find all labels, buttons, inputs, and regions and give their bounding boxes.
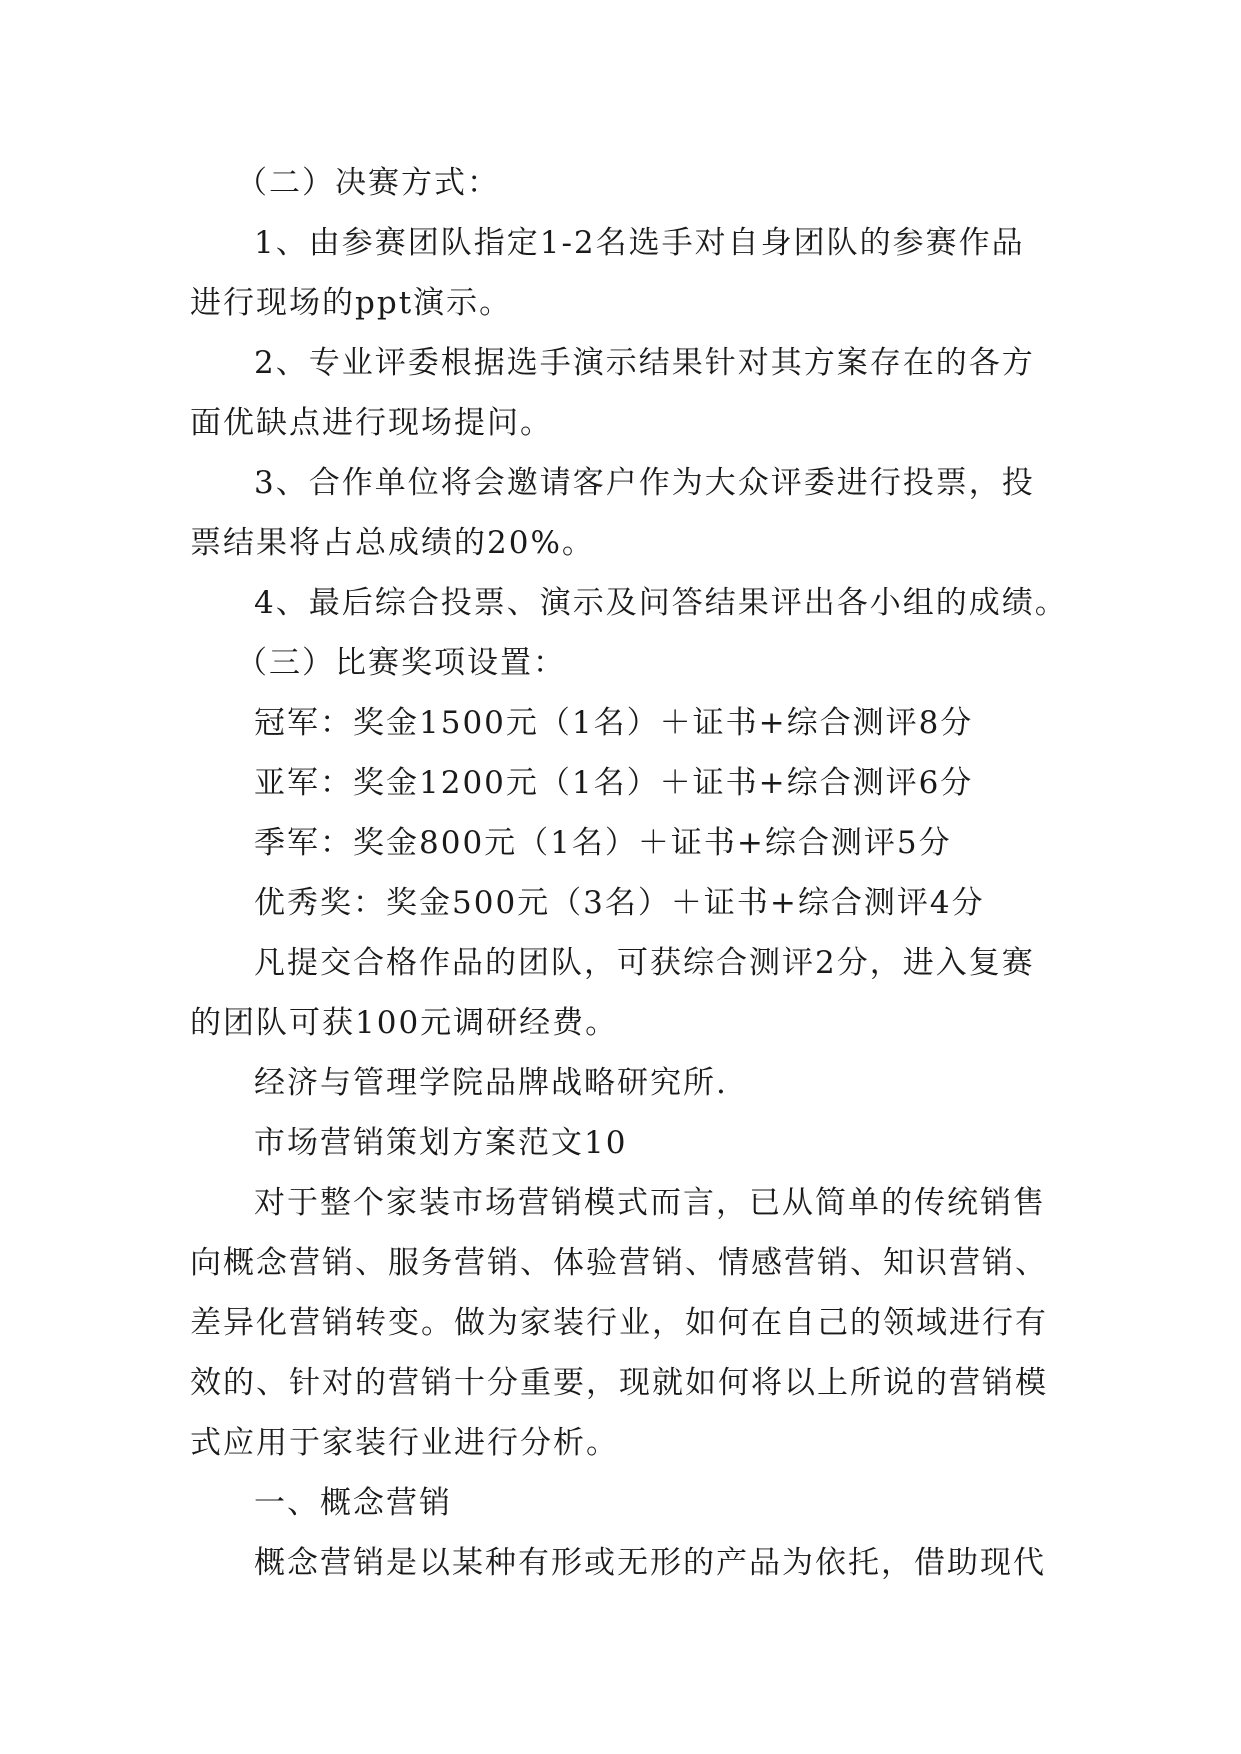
article-title: 市场营销策划方案范文10 <box>254 1125 628 1161</box>
award-line-third-place: 季军：奖金800元（1名）＋证书+综合测评5分 <box>254 825 952 861</box>
paragraph-line: 进行现场的ppt演示。 <box>190 285 513 321</box>
paragraph-line: 面优缺点进行现场提问。 <box>190 405 553 441</box>
paragraph-line: 向概念营销、服务营销、体验营销、情感营销、知识营销、 <box>190 1245 1048 1281</box>
award-line-excellence: 优秀奖：奖金500元（3名）＋证书+综合测评4分 <box>254 885 985 921</box>
organizer-line: 经济与管理学院品牌战略研究所. <box>254 1065 728 1101</box>
paragraph-line: 的团队可获100元调研经费。 <box>190 1005 619 1041</box>
paragraph-line: 票结果将占总成绩的20%。 <box>190 525 595 561</box>
paragraph-line: 效的、针对的营销十分重要，现就如何将以上所说的营销模 <box>190 1365 1048 1401</box>
paragraph-line: 4、最后综合投票、演示及问答结果评出各小组的成绩。 <box>254 585 1068 621</box>
paragraph-line: 差异化营销转变。做为家装行业，如何在自己的领域进行有 <box>190 1305 1048 1341</box>
award-line-champion: 冠军：奖金1500元（1名）＋证书+综合测评8分 <box>254 705 974 741</box>
paragraph-line: 1、由参赛团队指定1-2名选手对自身团队的参赛作品 <box>254 225 1025 261</box>
paragraph-line: 对于整个家装市场营销模式而言，已从简单的传统销售 <box>254 1185 1046 1221</box>
section-heading-concept-marketing: 一、概念营销 <box>254 1485 452 1521</box>
award-line-runner-up: 亚军：奖金1200元（1名）＋证书+综合测评6分 <box>254 765 974 801</box>
paragraph-line: 2、专业评委根据选手演示结果针对其方案存在的各方 <box>254 345 1035 381</box>
section-heading-final-format: （二）决赛方式： <box>236 165 500 201</box>
paragraph-line: 凡提交合格作品的团队，可获综合测评2分，进入复赛 <box>254 945 1035 981</box>
document-body <box>190 160 1068 1600</box>
paragraph-line: 概念营销是以某种有形或无形的产品为依托，借助现代 <box>254 1545 1046 1581</box>
paragraph-line: 3、合作单位将会邀请客户作为大众评委进行投票，投 <box>254 465 1035 501</box>
paragraph-line: 式应用于家装行业进行分析。 <box>190 1425 619 1461</box>
section-heading-awards: （三）比赛奖项设置： <box>236 645 566 681</box>
